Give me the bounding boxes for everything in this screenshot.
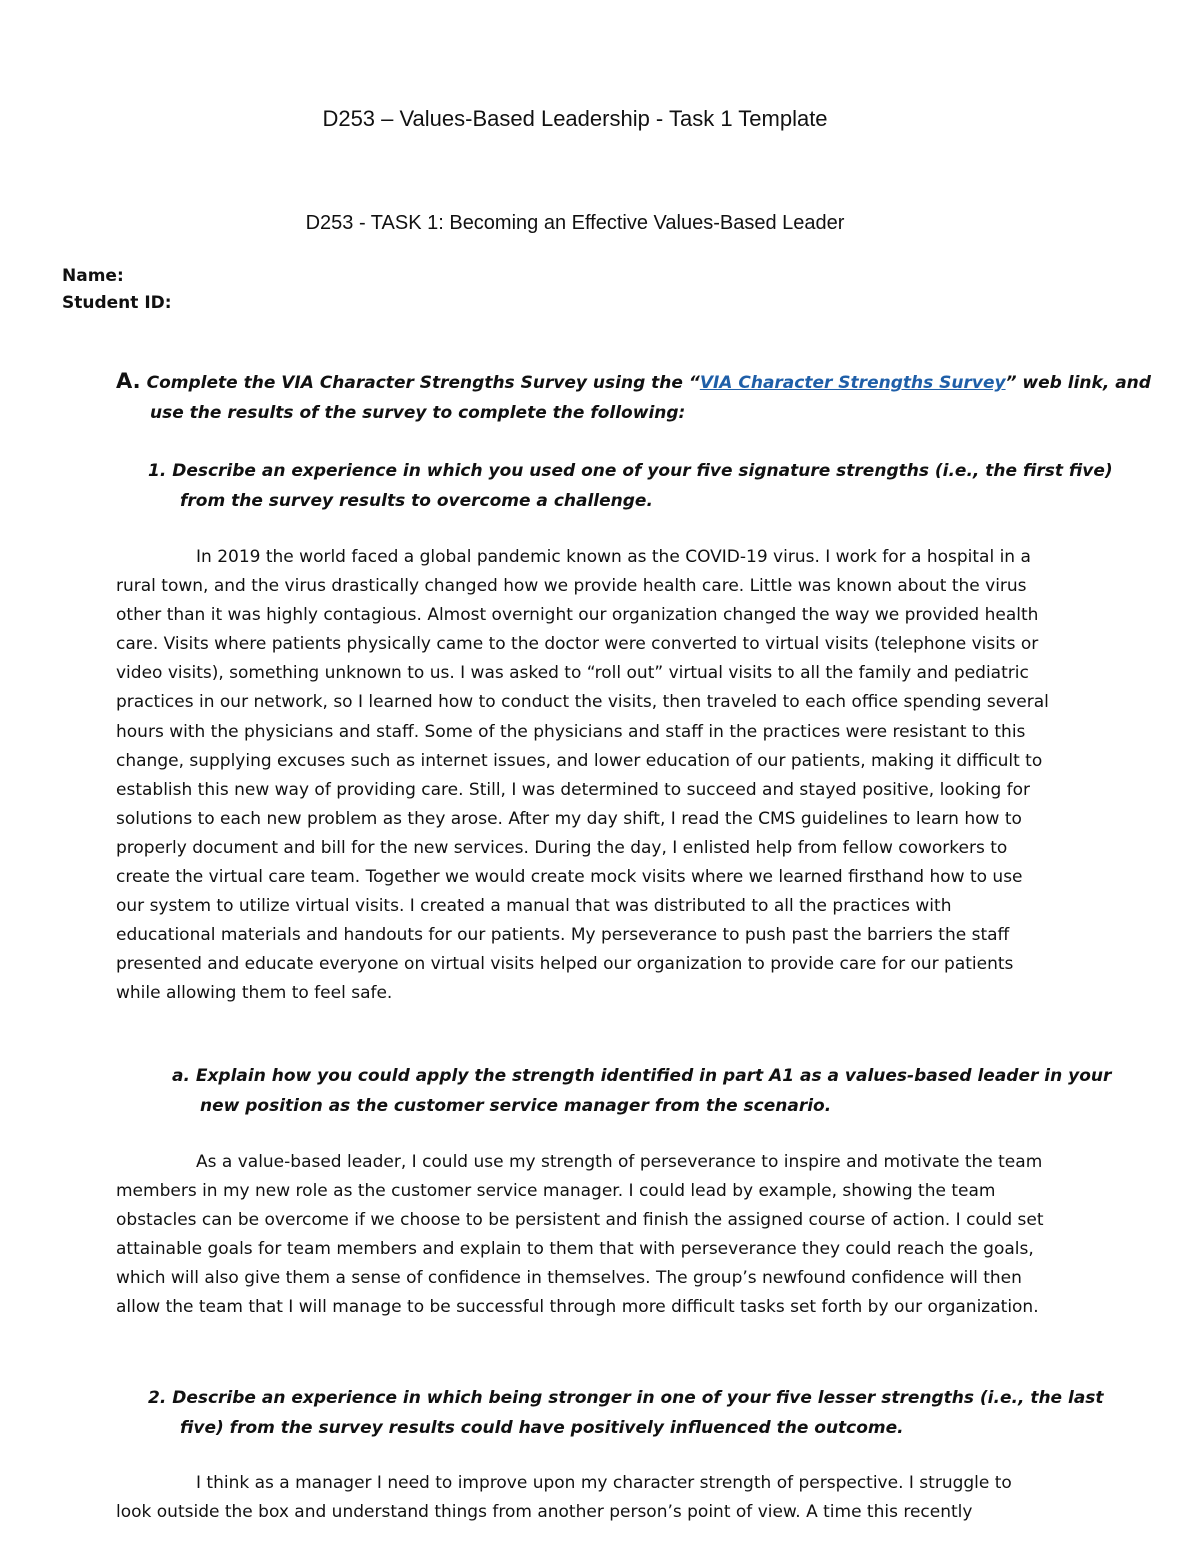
answer-1a-line: allow the team that I will manage to be successful through more difficult tasks set forth by our organization. — [116, 1297, 1039, 1318]
question-1-line-2: from the survey results to overcome a challenge. — [180, 491, 653, 511]
answer-2-line: I think as a manager I need to improve upon my character strength of perspective. I struggle to — [196, 1473, 1012, 1493]
answer-1-line: establish this new way of providing care. Still, I was determined to succeed and stayed positive, looking for — [116, 779, 1031, 800]
question-1a — [172, 1061, 1111, 1121]
answer-1-line: video visits), something unknown to us. I was asked to “roll out” virtual visits to all the family and pediatric — [116, 663, 1029, 684]
section-a-line-1 — [116, 366, 1151, 398]
answer-1-line: educational materials and handouts for our patients. My perseverance to push past the barriers the staff — [116, 925, 1010, 946]
question-1a-line-1: a. Explain how you could apply the strength identified in part A1 as a values-based leader in your — [172, 1066, 1112, 1086]
question-2-line-2: five) from the survey results could have positively influenced the outcome. — [180, 1418, 904, 1438]
answer-1-line: change, supplying excuses such as internet issues, and lower education of our patients, making it difficult to — [116, 750, 1043, 771]
answer-1-line: while allowing them to feel safe. — [116, 983, 393, 1004]
question-1 — [148, 456, 1113, 516]
answer-1-line: practices in our network, so I learned how to conduct the visits, then traveled to each office spending several — [116, 692, 1049, 713]
name-label: Name: — [62, 266, 124, 286]
answer-1-line: In 2019 the world faced a global pandemic known as the COVID-19 virus. I work for a hospital in a — [196, 547, 1031, 567]
answer-1-line: our system to utilize virtual visits. I created a manual that was distributed to all the practices with — [116, 896, 952, 917]
answer-1a-line: members in my new role as the customer service manager. I could lead by example, showing the team — [116, 1181, 996, 1202]
answer-1-line: solutions to each new problem as they arose. After my day shift, I read the CMS guidelines to learn how to — [116, 808, 1022, 829]
student-id-label: Student ID: — [62, 293, 172, 313]
question-1a-line-2: new position as the customer service manager from the scenario. — [200, 1096, 832, 1116]
answer-1a-line: attainable goals for team members and explain to them that with perseverance they could reach the goals, — [116, 1239, 1034, 1260]
answer-1a-line: As a value-based leader, I could use my strength of perseverance to inspire and motivate the team — [196, 1152, 1043, 1172]
section-a-line-2: use the results of the survey to complete the following: — [150, 403, 686, 423]
answer-1-line: properly document and bill for the new services. During the day, I enlisted help from fellow coworkers to — [116, 837, 1008, 858]
answer-2 — [116, 1469, 1076, 1527]
answer-1-line: rural town, and the virus drastically changed how we provide health care. Little was known about the virus — [116, 576, 1027, 597]
via-survey-link[interactable]: VIA Character Strengths Survey — [699, 373, 1006, 393]
section-a-text-post: ” web link, and — [1005, 373, 1151, 393]
answer-2-line: look outside the box and understand things from another person’s point of view. A time this recently — [116, 1502, 973, 1523]
question-2 — [148, 1383, 1104, 1443]
answer-1-line: hours with the physicians and staff. Some of the physicians and staff in the practices were resistant to this — [116, 721, 1026, 742]
answer-1a — [116, 1148, 1076, 1323]
section-a-text-pre: Complete the VIA Character Strengths Survey using the “ — [146, 373, 700, 393]
section-a-prompt — [116, 366, 1151, 428]
answer-1 — [116, 543, 1076, 1009]
answer-1a-line: which will also give them a sense of confidence in themselves. The group’s newfound confidence will then — [116, 1268, 1022, 1289]
answer-1-line: presented and educate everyone on virtual visits helped our organization to provide care for our patients — [116, 954, 1014, 975]
answer-1-line: other than it was highly contagious. Almost overnight our organization changed the way we provided health — [116, 605, 1039, 626]
question-1-line-1: 1. Describe an experience in which you used one of your five signature strengths (i.e., the first five) — [148, 461, 1113, 481]
answer-1-line: care. Visits where patients physically came to the doctor were converted to virtual visits (telephone visits or — [116, 634, 1039, 655]
answer-1a-line: obstacles can be overcome if we choose to be persistent and finish the assigned course of action. I could set — [116, 1210, 1044, 1231]
answer-1-line: create the virtual care team. Together we would create mock visits where we learned firsthand how to use — [116, 867, 1023, 888]
question-2-line-1: 2. Describe an experience in which being stronger in one of your five lesser strengths (i.e., the last — [148, 1388, 1104, 1408]
document-subtitle: D253 - TASK 1: Becoming an Effective Values-Based Leader — [305, 212, 845, 234]
section-a-marker: A. — [116, 369, 141, 393]
document-title: D253 – Values-Based Leadership - Task 1 Template — [322, 106, 828, 131]
